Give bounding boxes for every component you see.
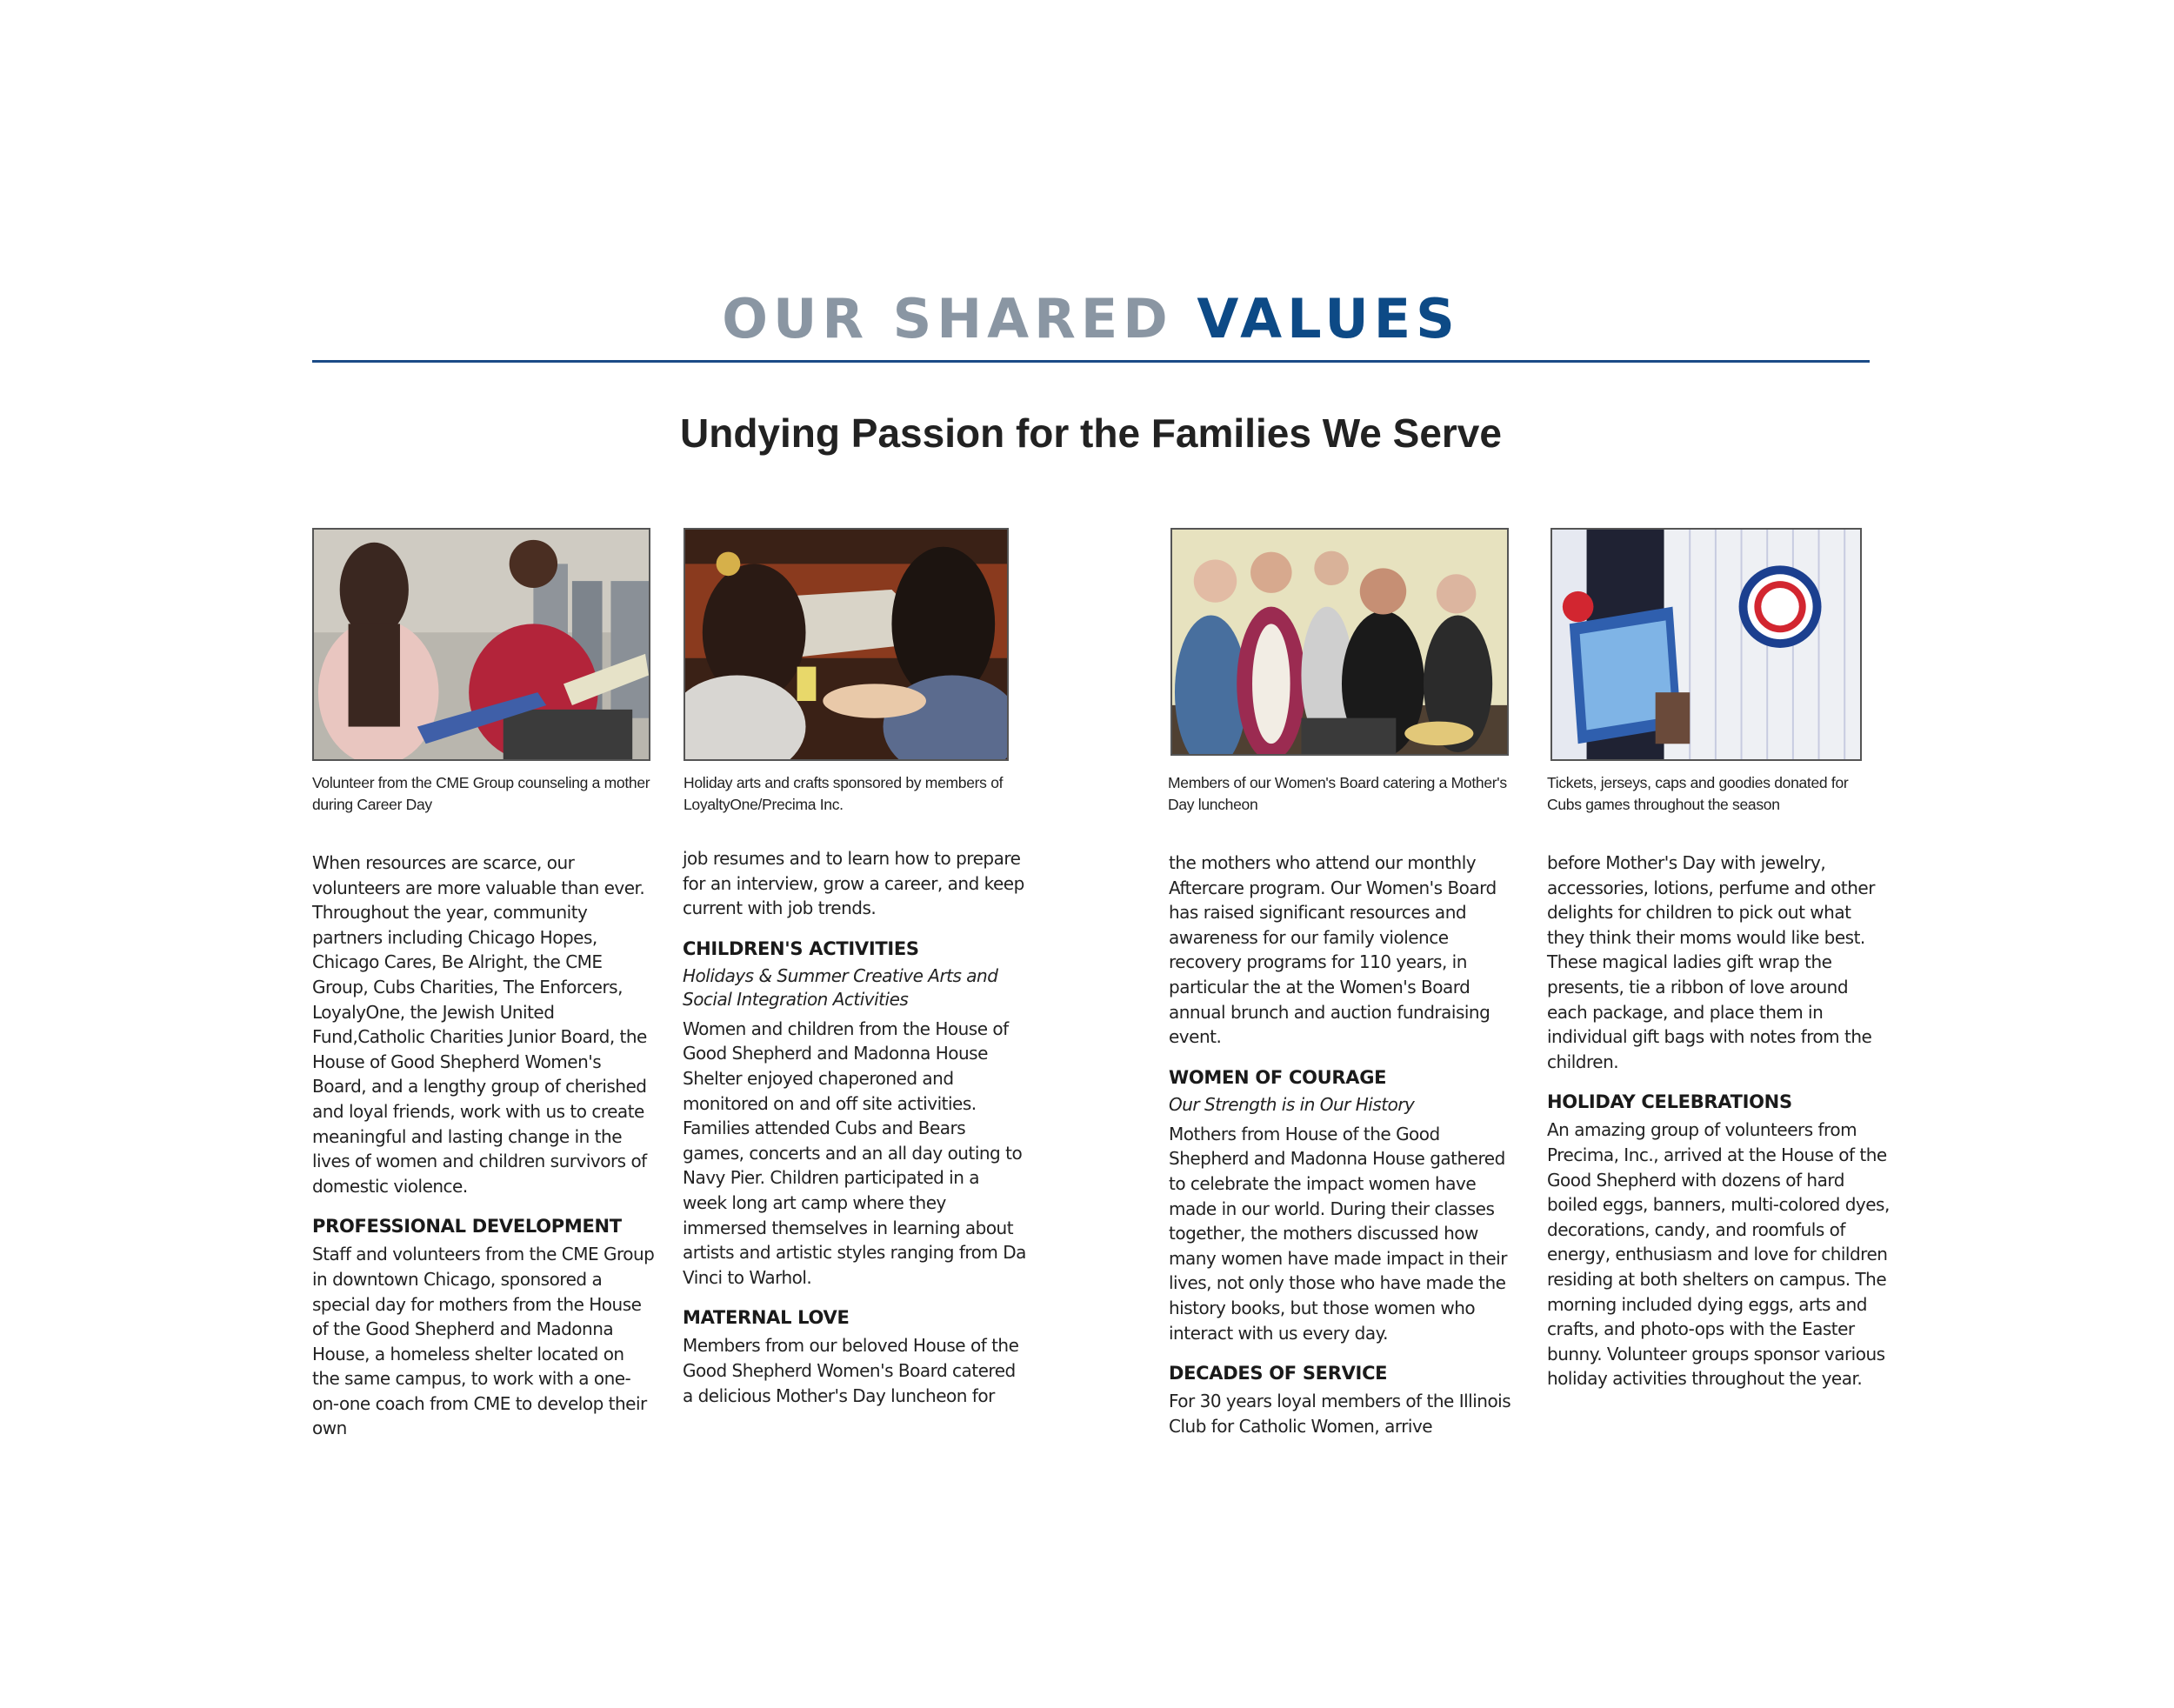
photo-womens-board bbox=[1170, 528, 1509, 756]
photo-counseling bbox=[312, 528, 650, 761]
heading-holiday-celebrations: HOLIDAY CELEBRATIONS bbox=[1547, 1091, 1792, 1113]
header-divider bbox=[312, 360, 1870, 363]
heading-childrens-activities: CHILDREN'S ACTIVITIES bbox=[683, 937, 919, 959]
photo-caption-womens-board: Members of our Women's Board catering a Mother's Day luncheon bbox=[1168, 774, 1507, 813]
page-subtitle: Undying Passion for the Families We Serve bbox=[680, 410, 1502, 456]
title-part-blue: VALUES bbox=[1197, 287, 1460, 350]
women-of-courage-body: Mothers from House of the Good Shepherd and Madonna House gathered to celebrate the impact women have made in our world. During their classes together, the mothers discussed how many women have made impact in their lives, not only those who have made the history books, but those women who interact with us every day. bbox=[1169, 1123, 1507, 1344]
holiday-celebrations-body: An amazing group of volunteers from Precima, Inc., arrived at the House of the Good Shepherd with dozens of hard boiled eggs, banners, multi-colored dyes, decorations, candy, and roomfuls of energy, enthusiasm and love for children residing at both shelters on campus. The morning included dying eggs, arts and crafts, and photo-ops with the Easter bunny. Volunteer groups sponsor various holiday activities throughout the year. bbox=[1547, 1119, 1890, 1390]
title-part-gray: OUR SHARED bbox=[722, 287, 1173, 350]
childrens-activities-body: Women and children from the House of Good Shepherd and Madonna House Shelter enjoyed chaperoned and monitored on and off site activities. Families attended Cubs and Bears games, concerts and an all day outing to Navy Pier. Children participated in a week long art camp where they immersed themselves in learning about artists and artistic styles ranging from Da Vinci to Warhol. bbox=[683, 1017, 1026, 1288]
heading-maternal-love: MATERNAL LOVE bbox=[683, 1307, 850, 1329]
women-of-courage-subtitle: Our Strength is in Our History bbox=[1169, 1093, 1415, 1115]
maternal-love-body: Members from our beloved House of the Good Shepherd Women's Board catered a delicious Mother's Day luncheon for bbox=[683, 1335, 1019, 1406]
text-column-1 bbox=[312, 851, 656, 1441]
heading-professional-development: PROFESSIONAL DEVELOPMENT bbox=[312, 1216, 622, 1238]
childrens-activities-subtitle: Holidays & Summer Creative Arts and Social Integration Activities bbox=[683, 964, 998, 1010]
decades-of-service-body: For 30 years loyal members of the Illinois Club for Catholic Women, arrive bbox=[1169, 1391, 1511, 1437]
heading-decades-of-service: DECADES OF SERVICE bbox=[1169, 1363, 1388, 1384]
page-title bbox=[312, 289, 1870, 350]
photo-caption-cubs: Tickets, jerseys, caps and goodies donated for Cubs games throughout the season bbox=[1547, 774, 1849, 813]
professional-development-body: Staff and volunteers from the CME Group in downtown Chicago, sponsored a special day for mothers from the House of the Good Shepherd and Madonna House, a homeless shelter located on the same campus, to work with a one-on-one coach from CME to develop their own bbox=[312, 1244, 655, 1439]
column-3-continuation: the mothers who attend our monthly Aftercare program. Our Women's Board has raised significant resources and awareness for our family violence recovery programs for 110 years, in particular the at the Women's Board annual brunch and auction fundraising event. bbox=[1169, 852, 1497, 1048]
text-column-4 bbox=[1547, 851, 1891, 1391]
page-header bbox=[312, 289, 1870, 350]
text-column-3 bbox=[1169, 851, 1512, 1438]
text-column-2 bbox=[683, 846, 1026, 1408]
column-4-continuation: before Mother's Day with jewelry, accessories, lotions, perfume and other delights for children to pick out what they think their moms would like best. These magical ladies gift wrap the presents, tie a ribbon of love around each package, and place them in individual gift bags with notes from the children. bbox=[1547, 852, 1875, 1072]
column-2-continuation: job resumes and to learn how to prepare for an interview, grow a career, and keep current with job trends. bbox=[683, 848, 1024, 919]
intro-paragraph: When resources are scarce, our volunteers are more valuable than ever. Throughout the year, community partners including Chicago Hopes, Chicago Cares, Be Alright, the CME Group, Cubs Charities, The Enforcers, LoyalyOne, the Jewish United Fund,Catholic Charities Junior Board, the House of Good Shepherd Women's Board, and a lengthy group of cherished and loyal friends, work with us to create meaningful and lasting change in the lives of women and children survivors of domestic violence. bbox=[312, 852, 647, 1197]
photo-cubs bbox=[1550, 528, 1862, 761]
photo-arts-crafts bbox=[684, 528, 1009, 761]
photo-caption-counseling: Volunteer from the CME Group counseling a mother during Career Day bbox=[312, 774, 650, 813]
photo-caption-arts-crafts: Holiday arts and crafts sponsored by members of LoyaltyOne/Precima Inc. bbox=[684, 774, 1004, 813]
heading-women-of-courage: WOMEN OF COURAGE bbox=[1169, 1066, 1387, 1088]
